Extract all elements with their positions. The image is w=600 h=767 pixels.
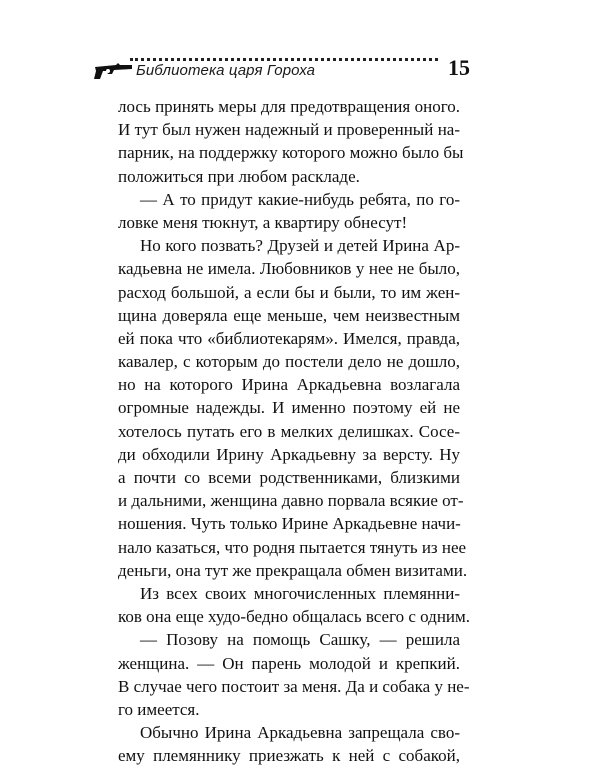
page-number: 15	[448, 55, 470, 80]
text-line: ков она еще худо-бедно общалась всего с одним.	[118, 607, 471, 627]
revolver-icon	[92, 62, 134, 80]
text-line: Обычно Ирина Аркадьевна запрещала сво-	[140, 723, 460, 743]
text-line: огромные надежды. И именно поэтому ей не	[118, 398, 460, 418]
text-line: а почти со всеми родственниками, близкими	[118, 468, 460, 487]
text-line: Из всех своих многочисленных племянни-	[140, 583, 460, 603]
text-line: ношения. Чуть только Ирине Аркадьевне начи-	[118, 514, 461, 534]
text-line: — Позову на помощь Сашку, — решила	[140, 630, 460, 650]
text-line: В случае чего постоит за меня. Да и собака у не-	[118, 676, 470, 696]
text-line: парник, на поддержку которого можно было бы	[118, 143, 464, 163]
running-header	[90, 48, 470, 88]
text-line: положиться при любом раскладе.	[118, 166, 360, 186]
text-line: и дальними, женщина давно порвала всякие от-	[118, 491, 464, 511]
running-title: Библиотека царя Гороха	[136, 62, 316, 79]
text-line: нало казаться, что родня пытается тянуть из нее	[118, 537, 467, 557]
text-line: женщина. — Он парень молодой и крепкий.	[118, 653, 460, 673]
text-line: И тут был нужен надежный и проверенный на-	[118, 120, 460, 140]
body-text	[118, 95, 471, 767]
text-line: ловке меня тюкнут, а квартиру обнесут!	[118, 212, 408, 232]
text-line: ей пока что «библиотекарям». Имелся, правда,	[118, 328, 460, 348]
text-line: го имеется.	[118, 699, 200, 719]
text-line: щина доверяла еще меньше, чем неизвестным	[118, 305, 460, 325]
text-line: Но кого позвать? Друзей и детей Ирина Ар-	[140, 236, 460, 256]
text-line: но на которого Ирина Аркадьевна возлагала	[118, 375, 460, 395]
text-line: — А то придут какие-нибудь ребята, по го-	[140, 189, 460, 209]
text-line: хотелось путать его в мелких делишках. Сосе-	[118, 421, 460, 441]
text-line: ему племяннику приезжать к ней с собакой,	[118, 746, 460, 766]
header-dotted-rule	[130, 58, 438, 61]
text-line: кадьевна не имела. Любовников у нее не было,	[118, 259, 460, 279]
text-line: лось принять меры для предотвращения оного.	[118, 97, 460, 116]
text-line: ди обходили Ирину Аркадьевну за версту. Ну	[118, 444, 460, 464]
text-line: кавалер, с которым до постели дело не дошло,	[118, 352, 460, 372]
text-line: расход большой, а если бы и были, то им жен-	[118, 282, 460, 302]
text-line: деньги, она тут же прекращала обмен визитами.	[118, 560, 468, 580]
